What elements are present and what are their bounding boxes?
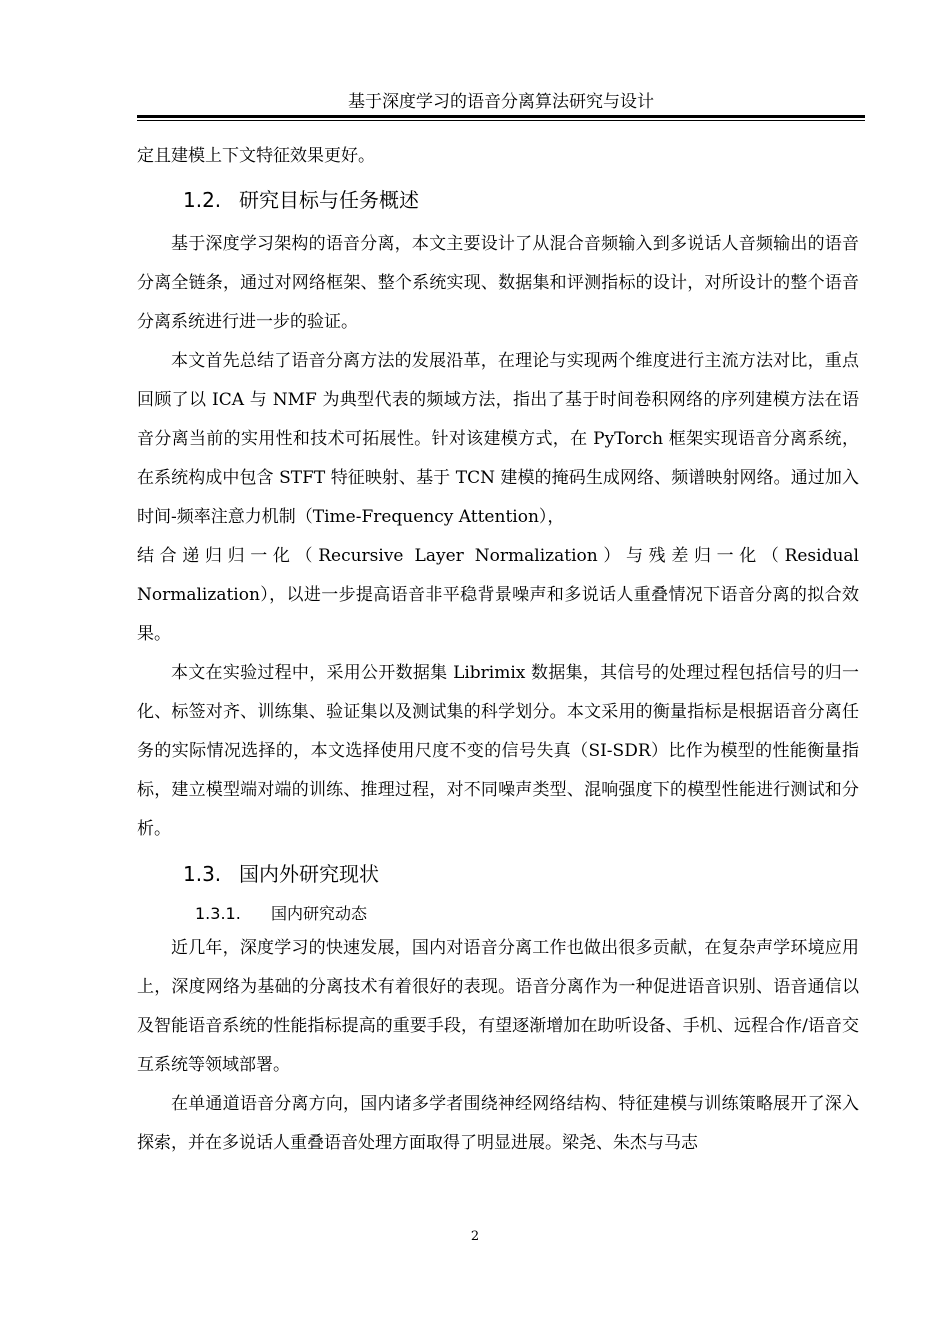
section-title: 国内外研究现状 [239,862,379,886]
section-title: 研究目标与任务概述 [239,188,419,212]
section-heading-1-2 [137,187,859,213]
paragraph-domestic: 近几年，深度学习的快速发展，国内对语音分离工作也做出很多贡献，在复杂声学环境应用上，深度网络为基础的分离技术有着很好的表现。语音分离作为一种促进语音识别、语音通信以及智能语音系统的性能指标提高的重要手段，有望逐渐增加在助听设备、手机、远程合作/语音交互系统等领域部署。 [137,938,859,1075]
header-rule-thin [137,120,865,121]
paragraph-single-channel: 在单通道语音分离方向，国内诸多学者围绕神经网络结构、特征建模与训练策略展开了深入探索，并在多说话人重叠语音处理方面取得了明显进展。梁尧、朱杰与马志 [137,1094,859,1153]
paragraph-continuation: 定且建模上下文特征效果更好。 [137,146,375,166]
paragraph-goals: 基于深度学习架构的语音分离，本文主要设计了从混合音频输入到多说话人音频输出的语音分离全链条，通过对网络框架、整个系统实现、数据集和评测指标的设计，对所设计的整个语音分离系统进行进一步的验证。 [137,234,859,332]
paragraph-experiment: 本文在实验过程中，采用公开数据集 Librimix 数据集，其信号的处理过程包括信号的归一化、标签对齐、训练集、验证集以及测试集的科学划分。本文采用的衡量指标是根据语音分离任务的实际情况选择的，本文选择使用尺度不变的信号失真（SI-SDR）比作为模型的性能衡量指标，建立模型端对端的训练、推理过程，对不同噪声类型、混响强度下的模型性能进行测试和分析。 [137,663,859,839]
page-body [137,137,859,1163]
paragraph-method-b: 结合递归归一化（Recursive Layer Normalization）与残差归一化（Residual [137,546,859,566]
paragraph-method-a: 本文首先总结了语音分离方法的发展沿革，在理论与实现两个维度进行主流方法对比，重点回顾了以 ICA 与 NMF 为典型代表的频域方法，指出了基于时间卷积网络的序列建模方法在语音分离当前的实用性和技术可拓展性。针对该建模方式，在 PyTorch 框架实现语音分离系统，在系统构成中包含 STFT 特征映射、基于 TCN 建模的掩码生成网络、频谱映射网络。通过加入时间-频率注意力机制（Time-Frequency Attention）， [137,351,859,527]
subsection-heading-1-3-1 [137,903,859,925]
header-rule-thick [137,115,865,118]
subsection-title: 国内研究动态 [271,904,368,923]
section-number: 1.2. [183,188,222,212]
page-number: 2 [470,1229,480,1244]
paragraph-method-c: Normalization），以进一步提高语音非平稳背景噪声和多说话人重叠情况下语音分离的拟合效果。 [137,585,859,644]
subsection-number: 1.3.1. [195,904,241,923]
page-header-title: 基于深度学习的语音分离算法研究与设计 [348,92,654,112]
section-number: 1.3. [183,862,222,886]
section-heading-1-3 [137,861,859,887]
